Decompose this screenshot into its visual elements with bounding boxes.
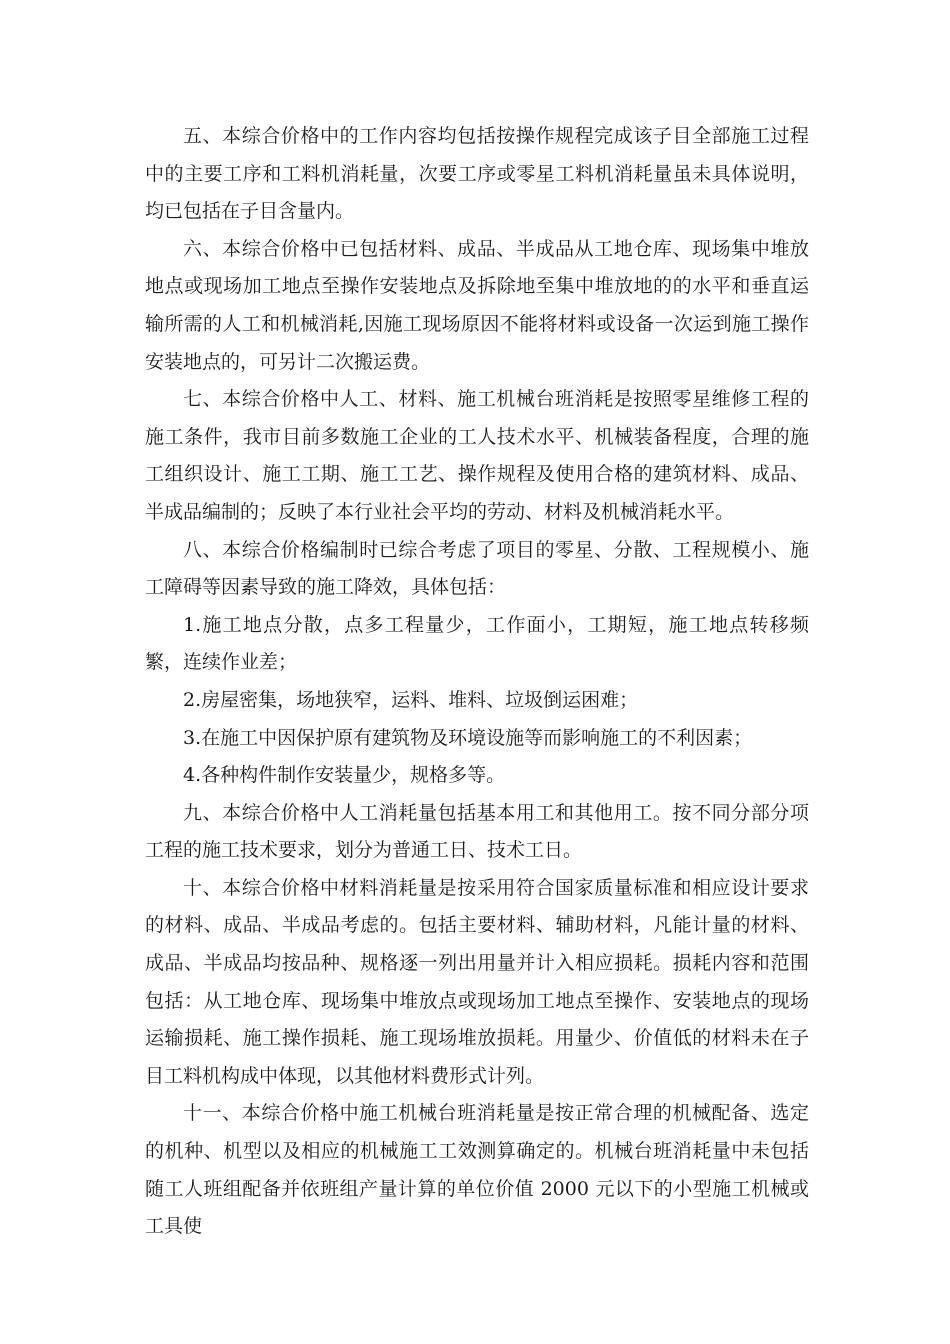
list-item-2: 2.房屋密集，场地狭窄，运料、堆料、垃圾倒运困难； bbox=[183, 688, 639, 711]
paragraph-5: 五、本综合价格中的工作内容均包括按操作规程完成该子目全部施工过程中的主要工序和工料机消耗量，次要工序或零星工料机消耗量虽未具体说明，均已包括在子目含量内。 bbox=[145, 125, 809, 223]
paragraph-11: 十一、本综合价格中施工机械台班消耗量是按正常合理的机械配备、选定的机种、机型以及相应的机械施工工效测算确定的。机械台班消耗量中未包括随工人班组配备并依班组产量计算的单位价值 2000 元以下的小型施工机械或工具使 bbox=[145, 1102, 809, 1238]
list-item-3: 3.在施工中因保护原有建筑物及环境设施等而影响施工的不利因素； bbox=[183, 726, 753, 749]
paragraph-9: 九、本综合价格中人工消耗量包括基本用工和其他用工。按不同分部分项工程的施工技术要求，划分为普通工日、技术工日。 bbox=[145, 801, 809, 862]
list-item-1: 1.施工地点分散，点多工程量少，工作面小，工期短，施工地点转移频繁，连续作业差； bbox=[145, 613, 809, 674]
list-item-4: 4.各种构件制作安装量少，规格多等。 bbox=[183, 764, 506, 787]
document-body bbox=[145, 118, 809, 1246]
paragraph-7: 七、本综合价格中人工、材料、施工机械台班消耗是按照零星维修工程的施工条件，我市目前多数施工企业的工人技术水平、机械装备程度，合理的施工组织设计、施工工期、施工工艺、操作规程及使用合格的建筑材料、成品、半成品编制的；反映了本行业社会平均的劳动、材料及机械消耗水平。 bbox=[145, 388, 809, 523]
paragraph-8: 八、本综合价格编制时已综合考虑了项目的零星、分散、工程规模小、施工障碍等因素导致的施工降效，具体包括： bbox=[145, 538, 809, 599]
paragraph-10: 十、本综合价格中材料消耗量是按采用符合国家质量标准和相应设计要求的材料、成品、半成品考虑的。包括主要材料、辅助材料，凡能计量的材料、成品、半成品均按品种、规格逐一列出用量并计入相应损耗。损耗内容和范围包括：从工地仓库、现场集中堆放点或现场加工地点至操作、安装地点的现场运输损耗、施工操作损耗、施工现场堆放损耗。用量少、价值低的材料未在子目工料机构成中体现，以其他材料费形式计列。 bbox=[145, 876, 809, 1087]
paragraph-6: 六、本综合价格中已包括材料、成品、半成品从工地仓库、现场集中堆放地点或现场加工地点至操作安装地点及拆除地至集中堆放地的的水平和垂直运输所需的人工和机械消耗,因施工现场原因不能将材料或设备一次运到施工操作安装地点的，可另计二次搬运费。 bbox=[145, 237, 809, 373]
